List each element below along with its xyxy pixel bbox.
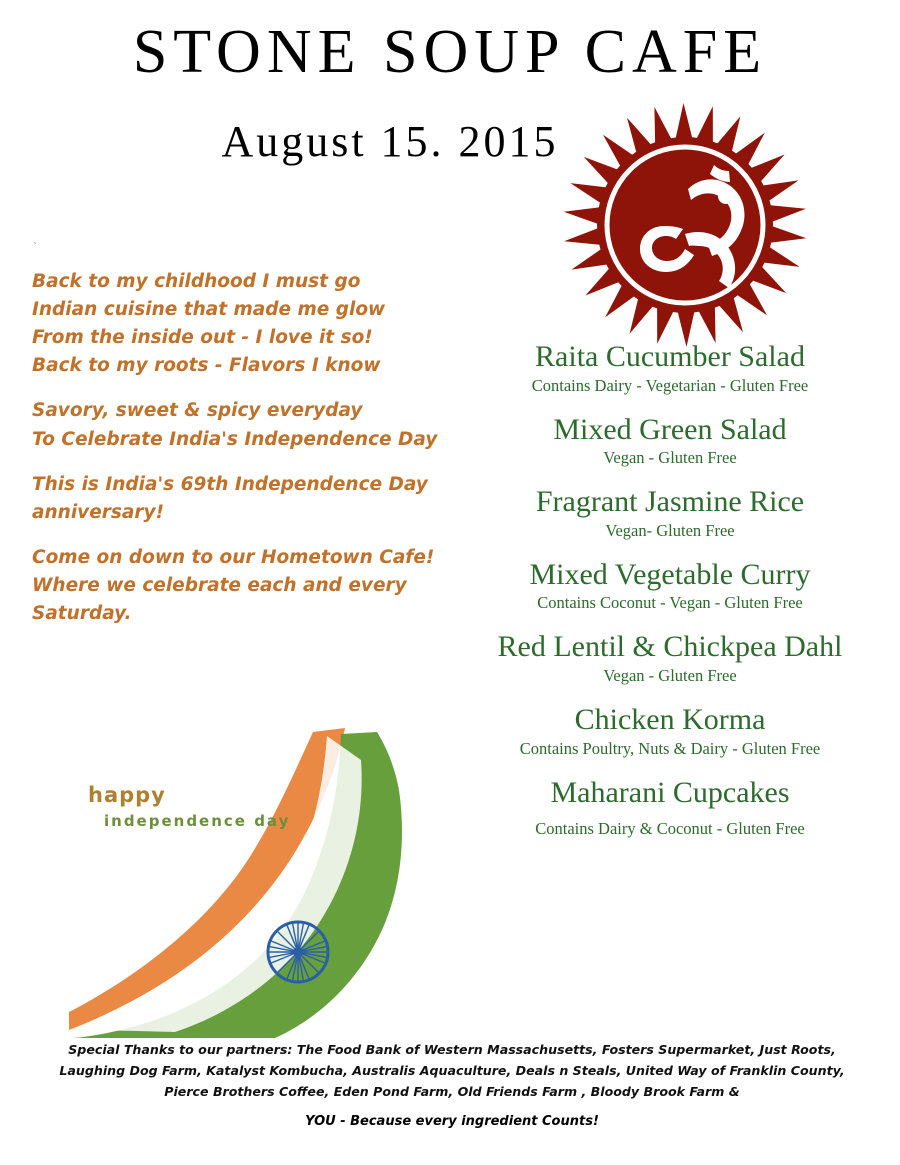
dish-name: Red Lentil & Chickpea Dahl <box>497 630 843 664</box>
menu-item <box>455 413 885 469</box>
poem-stanza-4: Come on down to our Hometown Cafe! Where we celebrate each and every Saturday. <box>32 546 435 625</box>
poem-stanza-3: This is India's 69th Independence Day anniversary! <box>32 473 428 523</box>
om-sunburst-icon <box>560 100 810 350</box>
stray-mark: ` <box>33 240 37 254</box>
partners-thanks: Special Thanks to our partners: The Food Bank of Western Massachusetts, Fosters Supermarket, Just Roots, Laughing Dog Farm, Katalyst Kombucha, Australis Aquaculture, Deals n Steals, United Way of Franklin County, Pierce Brothers Coffee, Eden Pond Farm, Old Friends Farm , Bloody Brook Farm & <box>59 1042 845 1099</box>
independence-day-text: independence day <box>104 812 291 830</box>
menu-list <box>455 340 885 856</box>
dish-tags: Vegan- Gluten Free <box>605 520 735 540</box>
poem-block <box>32 268 472 628</box>
poem-stanza-2: Savory, sweet & spicy everyday To Celebrate India's Independence Day <box>32 400 438 450</box>
menu-item <box>455 558 885 614</box>
dish-name: Mixed Vegetable Curry <box>529 557 811 591</box>
happy-text: happy <box>88 783 166 807</box>
menu-item <box>455 485 885 541</box>
dish-name: Chicken Korma <box>574 702 766 736</box>
dish-tags: Vegan - Gluten Free <box>603 665 737 685</box>
menu-item <box>455 340 885 396</box>
dish-tags: Contains Dairy - Vegetarian - Gluten Free <box>531 375 809 395</box>
dish-name: Maharani Cupcakes <box>550 775 790 809</box>
dish-name: Mixed Green Salad <box>553 412 787 446</box>
dish-name: Fragrant Jasmine Rice <box>535 485 805 519</box>
dish-tags: Vegan - Gluten Free <box>603 448 737 468</box>
closing-line: YOU - Because every ingredient Counts! <box>305 1114 599 1129</box>
menu-item <box>455 776 885 840</box>
dish-tags: Contains Dairy & Coconut - Gluten Free <box>535 819 805 839</box>
poem-stanza-1: Back to my childhood I must go Indian cuisine that made me glow From the inside out - I love it so! Back to my roots - Flavors I know <box>32 271 386 377</box>
india-flag-brush-art <box>55 720 455 1040</box>
menu-item <box>455 703 885 759</box>
event-date: August 15. 2015 <box>221 117 559 166</box>
dish-name: Raita Cucumber Salad <box>535 340 805 373</box>
dish-tags: Contains Coconut - Vegan - Gluten Free <box>537 593 803 613</box>
dish-tags: Contains Poultry, Nuts & Dairy - Gluten Free <box>519 738 821 758</box>
menu-item <box>455 630 885 686</box>
page-title: STONE SOUP CAFE <box>132 18 768 86</box>
